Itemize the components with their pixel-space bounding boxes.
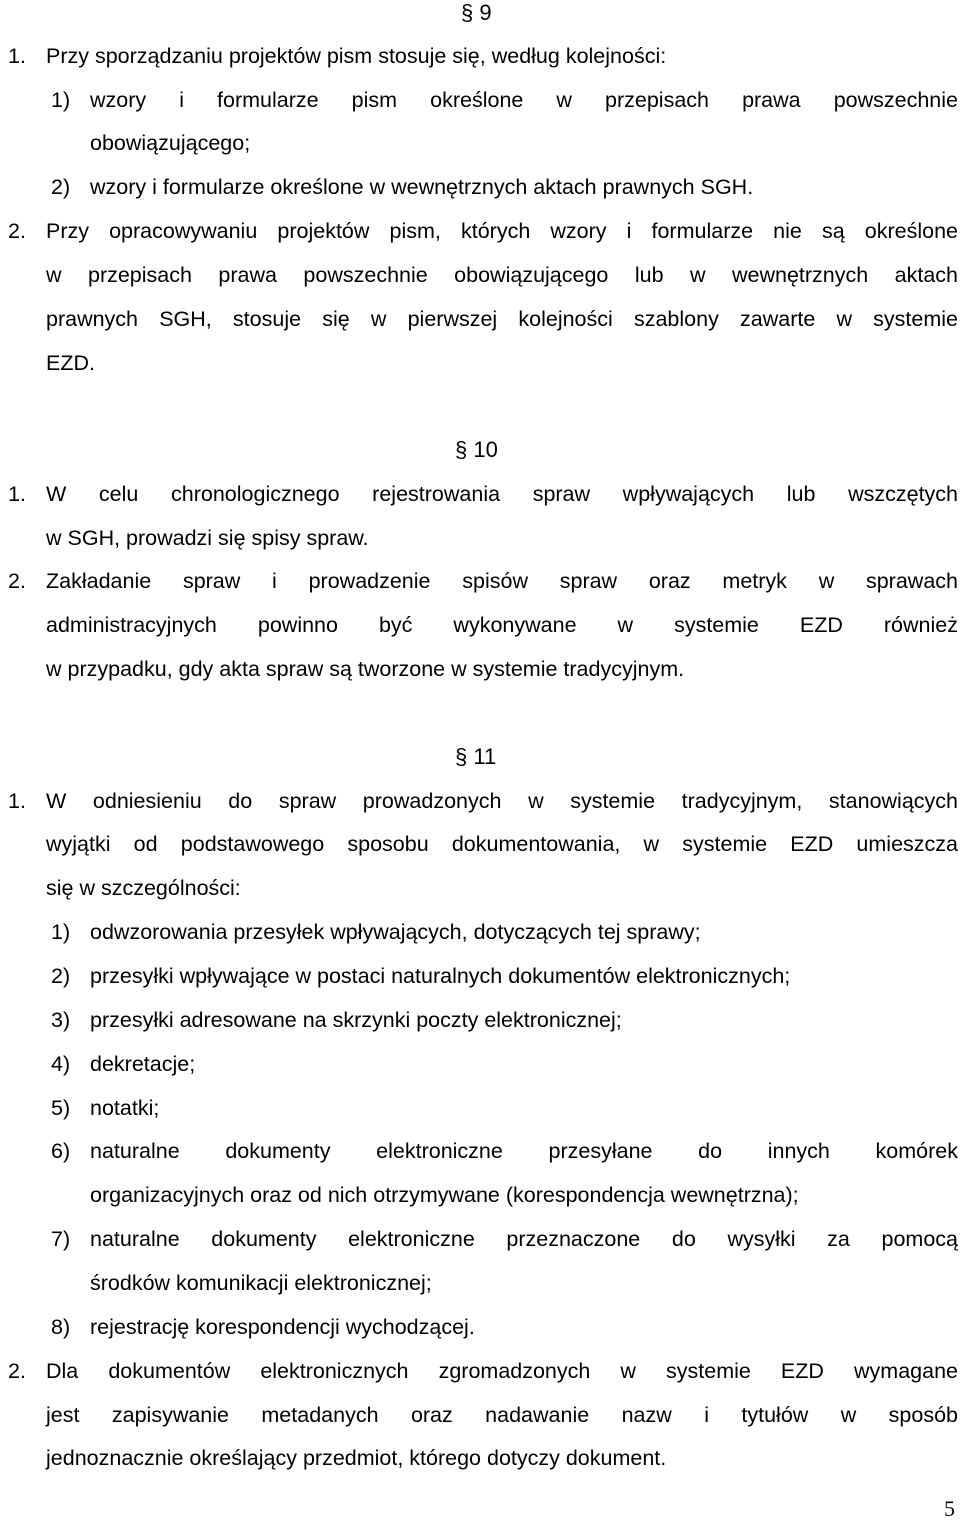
item-text: przesyłki wpływające w postaci naturalnych dokumentów elektronicznych; bbox=[90, 964, 791, 988]
item-text: odwzorowania przesyłek wpływających, dotyczących tej sprawy; bbox=[90, 920, 701, 944]
point-text: W odniesieniu do spraw prowadzonych w systemie tradycyjnym, stanowiących bbox=[46, 789, 958, 813]
point-text: Zakładanie spraw i prowadzenie spisów spraw oraz metryk w sprawach bbox=[46, 569, 958, 593]
item-number: 8) bbox=[51, 1315, 71, 1339]
item-text: dekretacje; bbox=[90, 1052, 196, 1076]
point-text: wyjątki od podstawowego sposobu dokumentowania, w systemie EZD umieszcza bbox=[46, 832, 958, 856]
item-number: 5) bbox=[51, 1096, 71, 1120]
point-text: EZD. bbox=[46, 351, 95, 375]
item-text: środków komunikacji elektronicznej; bbox=[90, 1271, 432, 1295]
point-text: administracyjnych powinno być wykonywane w systemie EZD również bbox=[46, 613, 958, 637]
item-text: wzory i formularze pism określone w przepisach prawa powszechnie bbox=[90, 88, 958, 112]
item-text: naturalne dokumenty elektroniczne przesyłane do innych komórek bbox=[90, 1139, 958, 1163]
point-text: jest zapisywanie metadanych oraz nadawanie nazw i tytułów w sposób bbox=[46, 1403, 958, 1427]
point-number: 1. bbox=[8, 44, 26, 68]
section-mark-9: § 9 bbox=[461, 0, 492, 25]
item-number: 3) bbox=[51, 1008, 71, 1032]
section-mark-10: § 10 bbox=[455, 437, 498, 462]
item-number: 2) bbox=[51, 175, 71, 199]
item-text: organizacyjnych oraz od nich otrzymywane (korespondencja wewnętrzna); bbox=[90, 1183, 799, 1207]
item-number: 2) bbox=[51, 964, 71, 988]
item-text: przesyłki adresowane na skrzynki poczty elektronicznej; bbox=[90, 1008, 622, 1032]
item-text: wzory i formularze określone w wewnętrznych aktach prawnych SGH. bbox=[90, 175, 754, 199]
page-number: 5 bbox=[944, 1496, 955, 1521]
point-text: się w szczególności: bbox=[46, 876, 241, 900]
item-text: naturalne dokumenty elektroniczne przeznaczone do wysyłki za pomocą bbox=[90, 1227, 958, 1251]
item-number: 4) bbox=[51, 1052, 71, 1076]
point-number: 2. bbox=[8, 1359, 26, 1383]
point-number: 2. bbox=[8, 219, 26, 243]
point-text: Przy sporządzaniu projektów pism stosuje się, według kolejności: bbox=[46, 44, 667, 68]
item-number: 7) bbox=[51, 1227, 71, 1251]
section-mark-11: § 11 bbox=[455, 744, 497, 769]
item-text: notatki; bbox=[90, 1096, 160, 1120]
item-number: 1) bbox=[51, 88, 71, 112]
point-text: Przy opracowywaniu projektów pism, których wzory i formularze nie są określone bbox=[46, 219, 958, 243]
point-text: prawnych SGH, stosuje się w pierwszej kolejności szablony zawarte w systemie bbox=[46, 307, 958, 331]
point-number: 1. bbox=[8, 789, 26, 813]
point-text: jednoznacznie określający przedmiot, którego dotyczy dokument. bbox=[46, 1446, 667, 1470]
item-number: 6) bbox=[51, 1139, 71, 1163]
item-text: rejestrację korespondencji wychodzącej. bbox=[90, 1315, 475, 1339]
point-text: W celu chronologicznego rejestrowania spraw wpływających lub wszczętych bbox=[46, 482, 958, 506]
point-text: w SGH, prowadzi się spisy spraw. bbox=[46, 526, 369, 550]
point-text: Dla dokumentów elektronicznych zgromadzonych w systemie EZD wymagane bbox=[46, 1359, 958, 1383]
point-number: 1. bbox=[8, 482, 26, 506]
item-text: obowiązującego; bbox=[90, 131, 251, 155]
item-number: 1) bbox=[51, 920, 71, 944]
point-text: w przepisach prawa powszechnie obowiązującego lub w wewnętrznych aktach bbox=[46, 263, 958, 287]
point-text: w przypadku, gdy akta spraw są tworzone w systemie tradycyjnym. bbox=[46, 657, 685, 681]
point-number: 2. bbox=[8, 569, 26, 593]
